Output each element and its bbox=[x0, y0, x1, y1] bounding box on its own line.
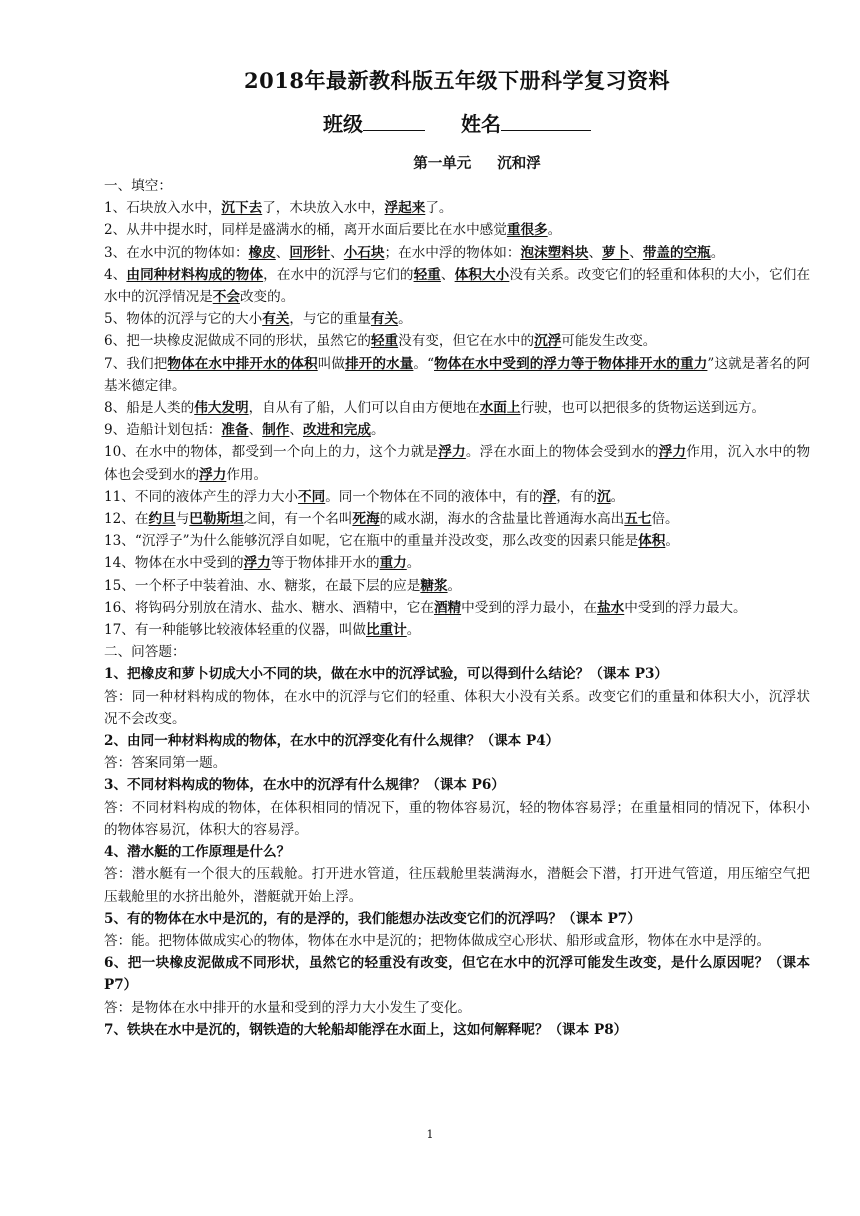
item-text: 没有变，但它在水中的 bbox=[398, 333, 535, 350]
item-text: 倍。 bbox=[651, 511, 679, 528]
fill-item bbox=[104, 508, 810, 530]
fill-in-list bbox=[104, 197, 810, 641]
question-text: 2、由同一种材料构成的物体，在水中的沉浮变化有什么规律？（课本 P4） bbox=[104, 733, 560, 750]
answer-text: 伟大发明 bbox=[194, 400, 249, 417]
fill-item bbox=[104, 575, 810, 597]
item-text: 4、 bbox=[104, 266, 127, 283]
item-text: 改变的。 bbox=[239, 289, 295, 306]
answer-text: 浮力 bbox=[199, 466, 227, 483]
answer-text: 物体在水中排开水的体积 bbox=[167, 355, 318, 372]
item-text: 7、我们把 bbox=[104, 355, 168, 372]
class-blank[interactable] bbox=[363, 110, 425, 131]
answer-paragraph: 答：是物体在水中排开的水量和受到的浮力大小发生了变化。 bbox=[104, 999, 472, 1016]
answer-text: 重力 bbox=[379, 555, 407, 572]
fill-item bbox=[104, 619, 810, 641]
item-text: 13、“沉浮子”为什么能够沉浮自如呢，它在瓶中的重量并没改变，那么改变的因素只能是 bbox=[104, 533, 639, 550]
item-text: 、 bbox=[289, 422, 303, 439]
unit-heading bbox=[104, 153, 810, 175]
item-text: 。“ bbox=[413, 355, 435, 372]
item-text: ，在水中的沉浮与它们的 bbox=[263, 266, 414, 283]
answer-text: 由同种材料构成的物体 bbox=[126, 266, 264, 283]
fill-item bbox=[104, 330, 810, 352]
answer-text: 改进和完成 bbox=[302, 422, 371, 439]
fill-item bbox=[104, 419, 810, 441]
fill-item bbox=[104, 219, 810, 241]
item-text: 8、船是人类的 bbox=[104, 400, 195, 417]
item-text: 15、一个杯子中装着油、水、糖浆，在最下层的应是 bbox=[104, 577, 421, 594]
answer-text: 排开的水量 bbox=[345, 355, 414, 372]
item-text: 、 bbox=[330, 244, 344, 261]
fill-item bbox=[104, 197, 810, 219]
fill-in-heading: 一、填空： bbox=[104, 178, 172, 194]
item-text: 。 bbox=[547, 222, 562, 239]
item-text: 行驶，也可以把很多的货物运送到远方。 bbox=[520, 400, 766, 417]
item-text: 可能发生改变。 bbox=[561, 333, 657, 350]
item-text: 的咸水湖，海水的含盐量比普通海水高出 bbox=[379, 511, 625, 528]
answer-text: 带盖的空瓶 bbox=[642, 244, 711, 261]
answer-text: 浮力 bbox=[243, 555, 271, 572]
answer-text: 约旦 bbox=[148, 511, 176, 528]
unit-name: 沉和浮 bbox=[497, 155, 541, 172]
answer-text: 五七 bbox=[624, 511, 652, 528]
item-text: 1、石块放入水中， bbox=[104, 200, 222, 217]
item-text: 12、在 bbox=[104, 511, 149, 528]
class-label: 班级 bbox=[323, 112, 364, 136]
item-text: 。 bbox=[665, 533, 679, 550]
answer-text: 体积大小 bbox=[454, 266, 510, 283]
qa-heading: 二、问答题： bbox=[104, 644, 186, 661]
item-text: 5、物体的沉浮与它的大小 bbox=[104, 311, 263, 328]
answer-text: 轻重 bbox=[370, 333, 399, 350]
fill-item bbox=[104, 530, 810, 552]
fill-item bbox=[104, 486, 810, 508]
item-text: 2、从井中提水时，同样是盛满水的桶，离开水面后要比在水中感觉 bbox=[104, 222, 507, 239]
answer-text: 物体在水中受到的浮力等于物体排开水的重力 bbox=[434, 355, 708, 372]
answer-text: 有关 bbox=[262, 311, 290, 328]
item-text: ；在水中浮的物体如： bbox=[384, 244, 521, 261]
question-text: 3、不同材料构成的物体，在水中的沉浮有什么规律？（课本 P6） bbox=[104, 777, 505, 794]
name-blank[interactable] bbox=[501, 110, 591, 131]
item-text: 了。 bbox=[425, 200, 453, 217]
answer-text: 橡皮 bbox=[248, 244, 276, 261]
question-text: 7、铁块在水中是沉的，钢铁造的大轮船却能浮在水面上，这如何解释呢？（课本 P8） bbox=[104, 1021, 628, 1038]
item-text: 。 bbox=[610, 488, 625, 505]
item-text: 作用。 bbox=[226, 466, 268, 483]
class-name-line bbox=[104, 109, 810, 139]
answer-text: 重很多 bbox=[506, 222, 548, 239]
answer-text: 泡沫塑料块 bbox=[520, 244, 589, 261]
answer-text: 浮力 bbox=[438, 444, 466, 461]
fill-item bbox=[104, 552, 810, 574]
item-text: 16、将钩码分别放在清水、盐水、糖水、酒精中，它在 bbox=[104, 599, 434, 616]
item-text: 14、物体在水中受到的 bbox=[104, 555, 244, 572]
answer-text: 沉 bbox=[597, 488, 611, 505]
item-text: 没有关系。改变它们的轻重和体积的大小，它们在水中的沉浮情况是 bbox=[104, 266, 811, 306]
answer-paragraph: 答：不同材料构成的物体，在体积相同的情况下，重的物体容易沉，轻的物体容易浮；在重量相同的情况下，体积小的物体容易沉，体积大的容易浮。 bbox=[104, 799, 810, 838]
item-text: ，自从有了船，人们可以自由方便地在 bbox=[248, 400, 480, 417]
fill-item bbox=[104, 353, 810, 397]
answer-text: 死海 bbox=[352, 511, 380, 528]
answer-text: 有关 bbox=[370, 311, 399, 328]
answer-text: 糖浆 bbox=[420, 577, 448, 594]
item-text: 17、有一种能够比较液体轻重的仪器，叫做 bbox=[104, 622, 366, 639]
item-text: 3、在水中沉的物体如： bbox=[104, 244, 249, 261]
item-text: 10、在水中的物体，都受到一个向上的力，这个力就是 bbox=[104, 444, 439, 461]
answer-text: 沉浮 bbox=[534, 333, 562, 350]
item-text: 叫做 bbox=[317, 355, 346, 372]
item-text: 、 bbox=[275, 244, 290, 261]
answer-text: 水面上 bbox=[479, 400, 521, 417]
item-text: 9、造船计划包括： bbox=[104, 422, 222, 439]
item-text: 。 bbox=[398, 311, 412, 328]
answer-text: 比重计 bbox=[365, 622, 407, 639]
item-text: 。 bbox=[447, 577, 462, 594]
item-text: 。 bbox=[406, 622, 421, 639]
item-text: 。 bbox=[370, 422, 385, 439]
item-text: ，有的 bbox=[556, 488, 598, 505]
item-text: 。同一个物体在不同的液体中，有的 bbox=[325, 488, 543, 505]
item-text: 作用，沉入水中的物体也会受到水的 bbox=[104, 444, 811, 483]
fill-item bbox=[104, 397, 810, 419]
item-text: 。 bbox=[710, 244, 725, 261]
item-text: 之间，有一个名叫 bbox=[243, 511, 353, 528]
answer-text: 浮 bbox=[542, 488, 557, 505]
answer-text: 准备 bbox=[221, 422, 249, 439]
qa-list bbox=[104, 663, 810, 1040]
answer-text: 巴勒斯坦 bbox=[189, 511, 244, 528]
item-text: 。 bbox=[406, 555, 421, 572]
answer-text: 制作 bbox=[262, 422, 290, 439]
item-text: 11、不同的液体产生的浮力大小 bbox=[104, 488, 299, 505]
answer-text: 萝卜 bbox=[602, 244, 630, 261]
answer-paragraph: 答：答案同第一题。 bbox=[104, 755, 227, 772]
question-text: 1、把橡皮和萝卜切成大小不同的块，做在水中的沉浮试验，可以得到什么结论？（课本 P3） bbox=[104, 666, 669, 683]
item-text: 中受到的浮力最大。 bbox=[624, 599, 747, 616]
answer-text: 不同 bbox=[298, 488, 326, 505]
question-text: 4、潜水艇的工作原理是什么？ bbox=[104, 844, 291, 861]
item-text: 、 bbox=[588, 244, 603, 261]
fill-item bbox=[104, 308, 810, 330]
unit-label: 第一单元 bbox=[413, 155, 472, 172]
answer-text: 小石块 bbox=[343, 244, 385, 261]
answer-text: 沉下去 bbox=[221, 200, 263, 217]
answer-text: 回形针 bbox=[289, 244, 331, 261]
answer-text: 体积 bbox=[638, 533, 666, 550]
fill-item bbox=[104, 264, 810, 308]
item-text: 了，木块放入水中， bbox=[262, 200, 385, 217]
answer-text: 不会 bbox=[212, 289, 240, 306]
page-number: 1 bbox=[426, 1128, 434, 1141]
answer-text: 酒精 bbox=[433, 599, 462, 616]
answer-paragraph: 答：潜水艇有一个很大的压载舱。打开进水管道，往压载舱里装满海水，潜艇会下潜，打开进气管道，用压缩空气把压载舱里的水挤出舱外，潜艇就开始上浮。 bbox=[104, 866, 810, 905]
question-text: 5、有的物体在水中是沉的，有的是浮的，我们能想办法改变它们的沉浮吗？（课本 P7） bbox=[104, 910, 641, 927]
question-text: 6、把一块橡皮泥做成不同形状，虽然它的轻重没有改变，但它在水中的沉浮可能发生改变，是什么原因呢？（课本 P7） bbox=[104, 955, 810, 994]
item-text: 与 bbox=[175, 511, 190, 528]
item-text: 、 bbox=[629, 244, 643, 261]
fill-item bbox=[104, 242, 810, 264]
item-text: ”这就是著名的阿基米德定律。 bbox=[104, 355, 811, 394]
item-text: ，与它的重量 bbox=[289, 311, 371, 328]
answer-text: 浮起来 bbox=[384, 200, 426, 217]
fill-item bbox=[104, 441, 810, 485]
item-text: 。浮在水面上的物体会受到水的 bbox=[465, 444, 659, 461]
answer-text: 轻重 bbox=[413, 266, 441, 283]
item-text: 中受到的浮力最小，在 bbox=[461, 599, 598, 616]
answer-paragraph: 答：同一种材料构成的物体，在水中的沉浮与它们的轻重、体积大小没有关系。改变它们的重量和体积大小，沉浮状况不会改变。 bbox=[104, 688, 810, 727]
fill-item bbox=[104, 597, 810, 619]
name-label: 姓名 bbox=[460, 112, 501, 136]
item-text: 、 bbox=[440, 266, 455, 283]
item-text: 、 bbox=[248, 422, 263, 439]
answer-paragraph: 答：能。把物体做成实心的物体，物体在水中是沉的；把物体做成空心形状、船形或盒形，物体在水中是浮的。 bbox=[104, 932, 771, 949]
document-title: 2018年最新教科版五年级下册科学复习资料 bbox=[244, 68, 670, 93]
item-text: 等于物体排开水的 bbox=[270, 555, 380, 572]
answer-text: 盐水 bbox=[597, 599, 625, 616]
item-text: 6、把一块橡皮泥做成不同的形状，虽然它的 bbox=[104, 333, 371, 350]
answer-text: 浮力 bbox=[658, 444, 687, 461]
